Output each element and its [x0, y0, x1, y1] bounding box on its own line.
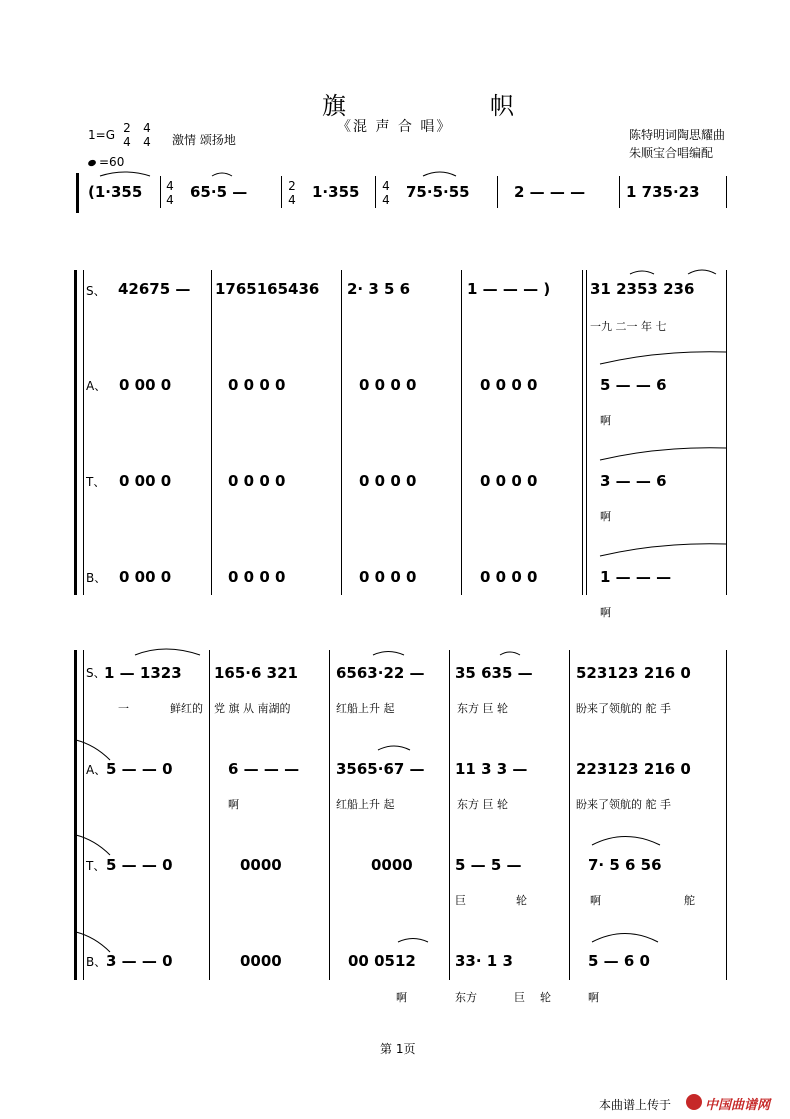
alto-measure: 0 00 0 [119, 376, 172, 394]
alto-lyric: 红船上升 起 [336, 798, 395, 811]
soprano-lyric: 东方 巨 轮 [457, 702, 508, 715]
voice-label-soprano: S、 [86, 666, 106, 680]
credit-composer: 陈特明词陶思耀曲 [629, 128, 726, 142]
voice-label-tenor: T、 [86, 859, 106, 873]
soprano-lyric: 红船上升 起 [336, 702, 395, 715]
bass-measure: 5 — 6 0 [588, 952, 650, 970]
bass-lyrics: 啊 [600, 606, 611, 619]
tenor-measure: 5 — 5 — [455, 856, 522, 874]
bass-measure: 00 0512 [348, 952, 416, 970]
bass-measure: 0000 [240, 952, 282, 970]
barline [569, 650, 570, 980]
bass-measure: 1 — — — [600, 568, 672, 586]
tenor-lyric: 巨 [455, 894, 466, 907]
intro-measure-4: 75·5·55 [406, 183, 470, 201]
tenor-lyrics: 啊 [600, 510, 611, 523]
tenor-measure: 0000 [371, 856, 413, 874]
soprano-lyric: 盼来了领航的 舵 手 [576, 702, 671, 715]
alto-lyric: 东方 巨 轮 [457, 798, 508, 811]
barline [726, 650, 727, 980]
system-line [83, 650, 84, 980]
soprano-lyrics: 一九 二一 年 七 [590, 320, 667, 333]
alto-measure: 3565·67 — [336, 760, 425, 778]
soprano-measure: 1 — 1323 [104, 664, 182, 682]
alto-measure: 0 0 0 0 [359, 376, 417, 394]
intro-measure-3: 1·355 [312, 183, 360, 201]
tenor-measure: 0 0 0 0 [228, 472, 286, 490]
intro-measure-6: 1 735·23 [626, 183, 700, 201]
alto-measure: 0 0 0 0 [480, 376, 538, 394]
bass-measure: 33· 1 3 [455, 952, 513, 970]
alto-measure: 5 — — 0 [106, 760, 173, 778]
bass-lyric: 啊 [588, 991, 599, 1004]
soprano-measure: 35 635 — [455, 664, 533, 682]
alto-measure: 5 — — 6 [600, 376, 667, 394]
voice-label-alto: A、 [86, 763, 107, 777]
site-name: 中国曲谱网 [705, 1098, 771, 1113]
expression-mark: 激情 颂扬地 [172, 133, 236, 147]
upload-note: 本曲谱上传于 [599, 1098, 672, 1112]
barline [449, 650, 450, 980]
soprano-lyric: 鲜红的 [170, 702, 203, 715]
page-number: 第 1页 [380, 1042, 416, 1056]
voice-label-soprano: S、 [86, 284, 106, 298]
bass-measure: 3 — — 0 [106, 952, 173, 970]
soprano-measure: 6563·22 — [336, 664, 425, 682]
tenor-lyric: 舵 [684, 894, 695, 907]
bass-measure: 0 0 0 0 [480, 568, 538, 586]
barline [209, 650, 210, 980]
tenor-measure: 5 — — 0 [106, 856, 173, 874]
bass-lyric: 啊 [396, 991, 407, 1004]
soprano-measure: 1 — — — ) [467, 280, 551, 298]
key-signature: 1=G [88, 128, 115, 142]
intro-time-signature-3: 4 4 [382, 179, 390, 207]
voice-label-bass: B、 [86, 571, 107, 585]
alto-measure: 6 — — — [228, 760, 300, 778]
bass-lyric: 巨 [514, 991, 525, 1004]
page-subtitle: 《混 声 合 唱》 [337, 119, 453, 135]
alto-measure: 223123 216 0 [576, 760, 691, 778]
tenor-measure: 3 — — 6 [600, 472, 667, 490]
soprano-measure: 1765165436 [215, 280, 320, 298]
time-signature-b: 4 4 [143, 121, 151, 149]
tenor-lyric: 啊 [590, 894, 601, 907]
system-bracket [74, 650, 77, 980]
tenor-lyric: 轮 [516, 894, 527, 907]
soprano-lyric: 党 旗 从 南湖的 [214, 702, 291, 715]
tenor-measure: 7· 5 6 56 [588, 856, 662, 874]
voice-label-tenor: T、 [86, 475, 106, 489]
soprano-lyric: 一 [118, 702, 129, 715]
bass-measure: 0 0 0 0 [359, 568, 417, 586]
tenor-measure: 0000 [240, 856, 282, 874]
alto-measure: 11 3 3 — [455, 760, 528, 778]
tenor-measure: 0 0 0 0 [480, 472, 538, 490]
soprano-measure: 42675 — [118, 280, 191, 298]
soprano-measure: 523123 216 0 [576, 664, 691, 682]
tenor-measure: 0 0 0 0 [359, 472, 417, 490]
barline [329, 650, 330, 980]
intro-time-signature-2: 2 4 [288, 179, 296, 207]
tenor-measure: 0 00 0 [119, 472, 172, 490]
bass-lyric: 轮 [540, 991, 551, 1004]
voice-label-alto: A、 [86, 379, 107, 393]
alto-lyric: 盼来了领航的 舵 手 [576, 798, 671, 811]
soprano-measure: 2· 3 5 6 [347, 280, 411, 298]
intro-time-signature-1: 4 4 [166, 179, 174, 207]
bass-measure: 0 00 0 [119, 568, 172, 586]
bass-measure: 0 0 0 0 [228, 568, 286, 586]
intro-measure-5: 2 — — — [514, 183, 586, 201]
page-title: 旗 帜 [322, 92, 574, 120]
tempo-mark: =60 [88, 155, 124, 169]
intro-measure-1: (1·355 [88, 183, 143, 201]
soprano-measure: 31 2353 236 [590, 280, 695, 298]
voice-label-bass: B、 [86, 955, 107, 969]
bass-lyric: 东方 [455, 991, 477, 1004]
site-logo-icon [686, 1094, 702, 1110]
alto-lyric: 啊 [228, 798, 239, 811]
alto-lyrics: 啊 [600, 414, 611, 427]
credit-arranger: 朱顺宝合唱编配 [629, 146, 714, 160]
soprano-measure: 165·6 321 [214, 664, 298, 682]
alto-measure: 0 0 0 0 [228, 376, 286, 394]
time-signature-a: 2 4 [123, 121, 131, 149]
intro-measure-2: 65·5 — [190, 183, 248, 201]
